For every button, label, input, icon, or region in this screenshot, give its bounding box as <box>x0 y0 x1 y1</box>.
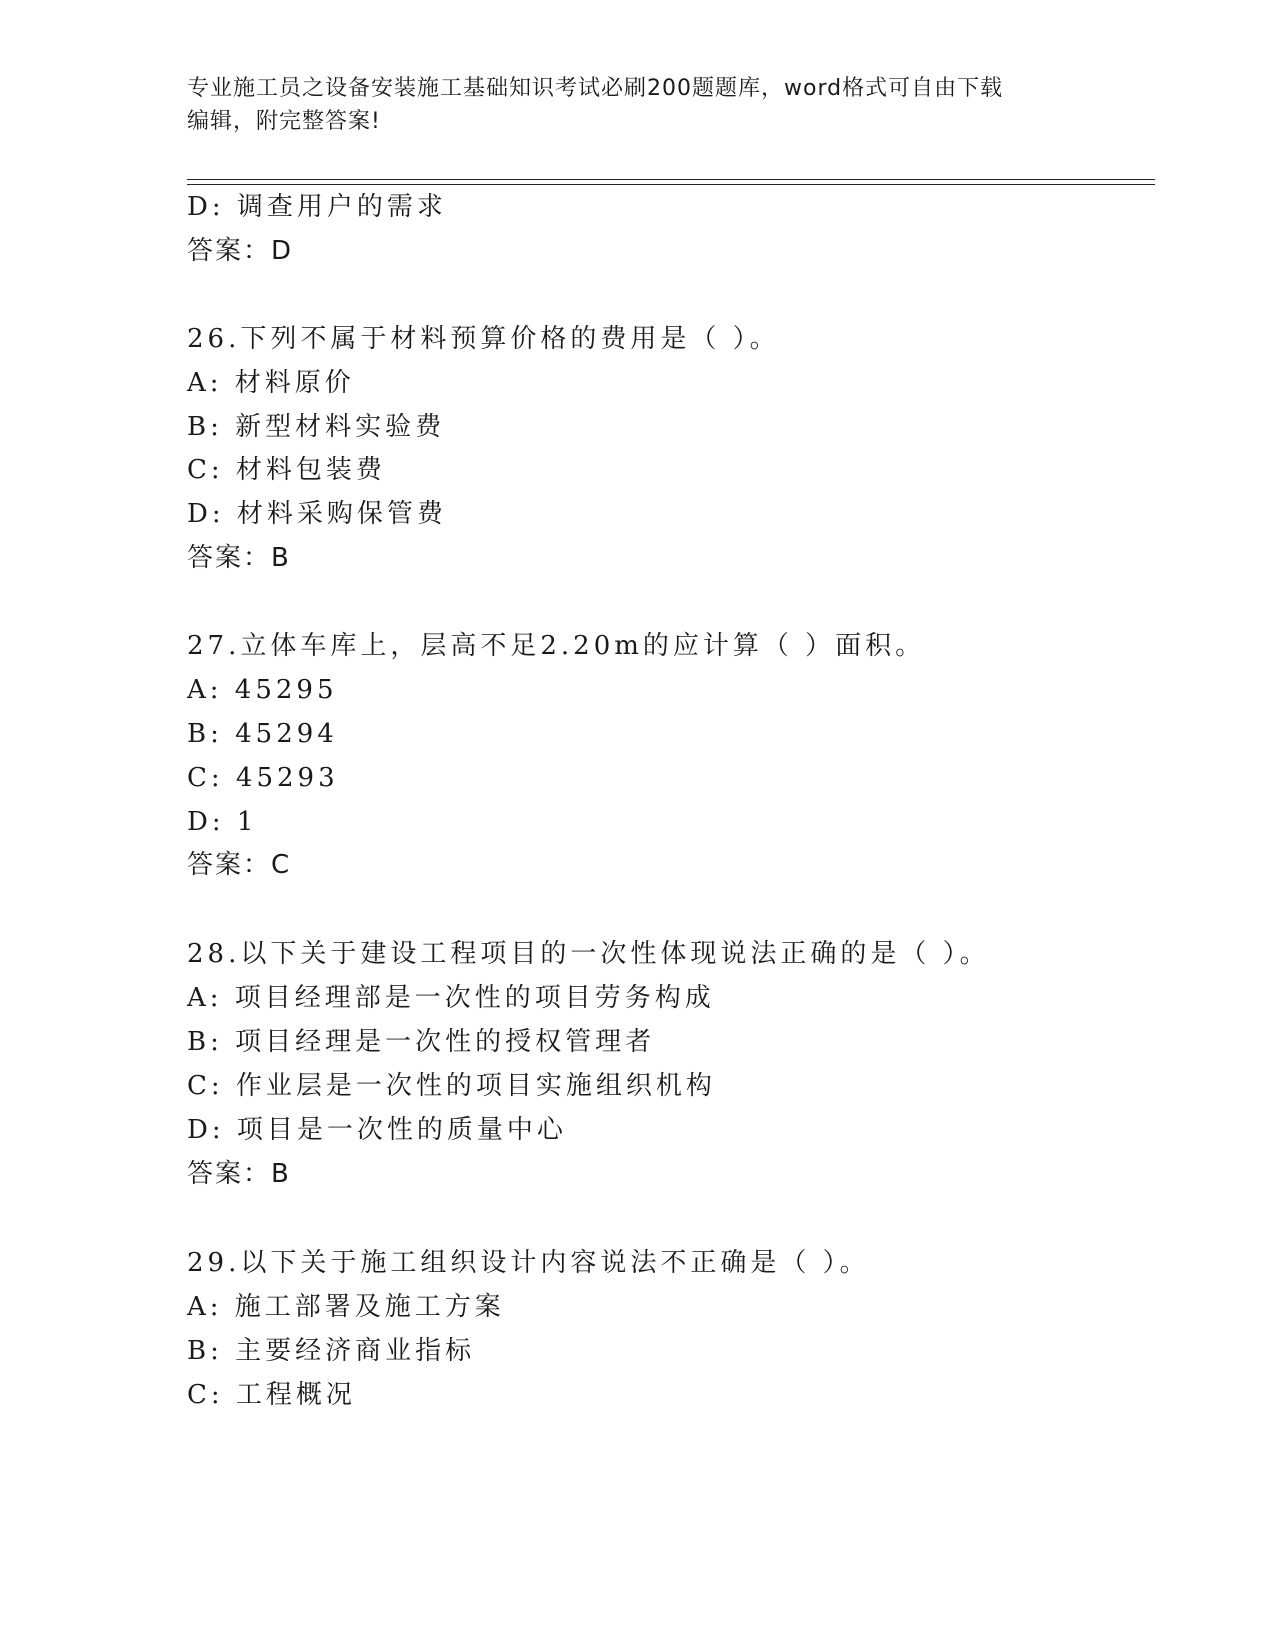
header-divider-top <box>187 179 1155 180</box>
question-27-option-b: B: 45294 <box>187 719 338 749</box>
question-26-answer: 答案：B <box>187 543 291 573</box>
question-29-option-c: C: 工程概况 <box>187 1380 356 1410</box>
question-27-option-a: A: 45295 <box>187 675 338 705</box>
document-header <box>187 72 1087 138</box>
header-divider-bottom <box>187 184 1155 185</box>
question-27-option-d: D: 1 <box>187 807 258 837</box>
question-28-answer: 答案：B <box>187 1159 291 1189</box>
question-28-option-d: D: 项目是一次性的质量中心 <box>187 1115 567 1145</box>
option-d: D: 调查用户的需求 <box>187 192 447 222</box>
question-26-option-b: B: 新型材料实验费 <box>187 412 446 442</box>
question-28-option-b: B: 项目经理是一次性的授权管理者 <box>187 1027 656 1057</box>
question-27-stem: 27.立体车库上，层高不足2.20m的应计算（ ）面积。 <box>187 631 926 661</box>
question-26-stem: 26.下列不属于材料预算价格的费用是（ ）。 <box>187 324 780 354</box>
header-title-line2: 编辑，附完整答案! <box>187 109 381 134</box>
question-28-option-a: A: 项目经理部是一次性的项目劳务构成 <box>187 983 715 1013</box>
question-27-answer: 答案：C <box>187 850 292 880</box>
question-28-option-c: C: 作业层是一次性的项目实施组织机构 <box>187 1071 716 1101</box>
question-27-option-c: C: 45293 <box>187 763 339 793</box>
question-26-option-d: D: 材料采购保管费 <box>187 499 447 529</box>
question-26-option-c: C: 材料包装费 <box>187 455 386 485</box>
question-29-option-a: A: 施工部署及施工方案 <box>187 1292 505 1322</box>
header-title-line1: 专业施工员之设备安装施工基础知识考试必刷200题题库，word格式可自由下载 <box>187 76 1004 101</box>
answer-line: 答案：D <box>187 236 294 266</box>
question-26-option-a: A: 材料原价 <box>187 368 355 398</box>
question-29-stem: 29.以下关于施工组织设计内容说法不正确是（ ）。 <box>187 1248 870 1278</box>
question-29-option-b: B: 主要经济商业指标 <box>187 1336 476 1366</box>
question-28-stem: 28.以下关于建设工程项目的一次性体现说法正确的是（ ）。 <box>187 939 990 969</box>
